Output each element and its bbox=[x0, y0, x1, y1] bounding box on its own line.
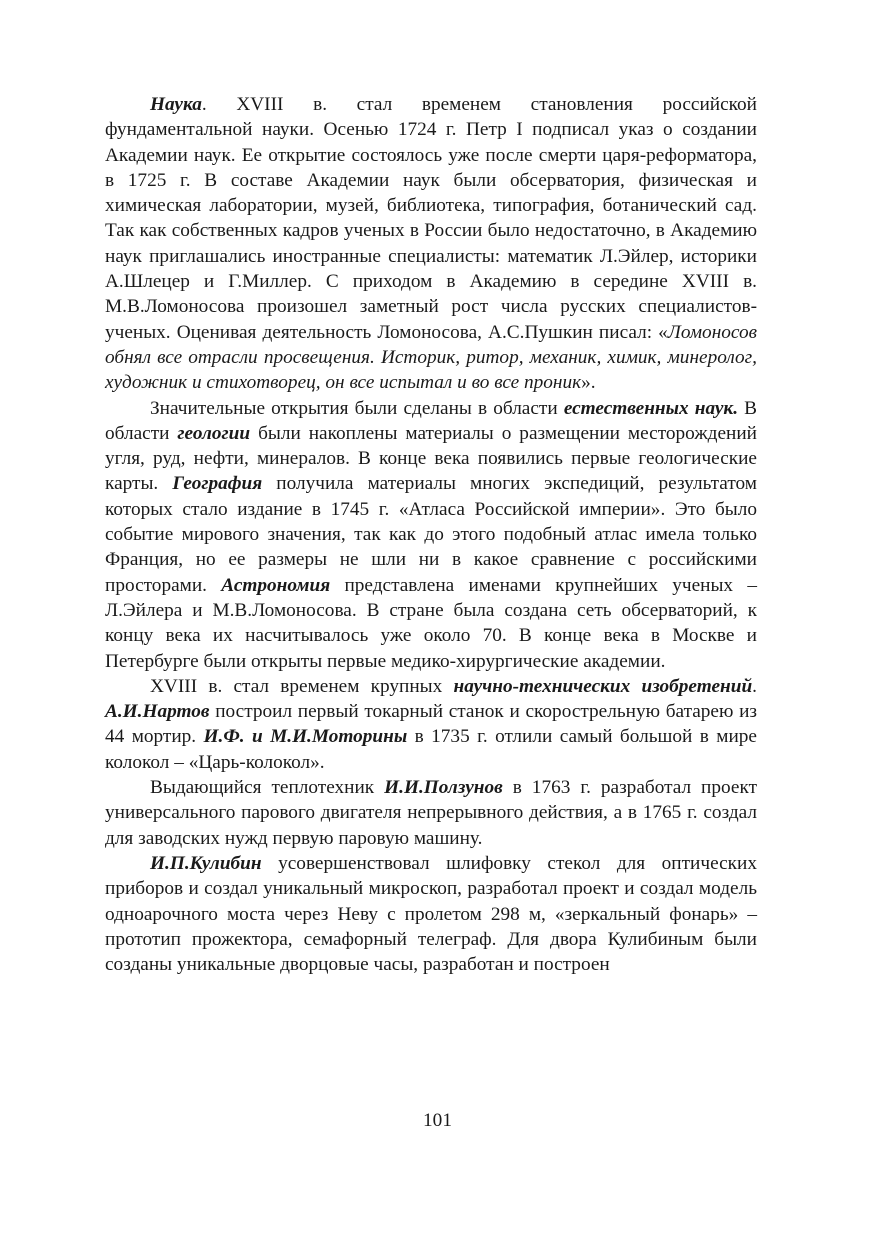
text-run: . XVIII в. стал временем становления российской фундаментальной науки. Осенью 1724 г. Петр I подписал указ о создании Академии наук. Ее открытие состоялось уже после смерти царя-реформатора, в 1725 г. В составе Академии наук были обсерватория, физическая и химическая лаборатории, музей, библиотека, типография, ботанический сад. Так как собственных кадров ученых в России было недостаточно, в Академию наук приглашались иностранные специалисты: математик Л.Эйлер, историки А.Шлецер и Г.Миллер. С приходом в Академию в середине XVIII в. М.В.Ломоносова произошел заметный рост числа русских специалистов-ученых. Оценивая деятельность Ломоносова, А.С.Пушкин писал: « bbox=[105, 94, 757, 343]
text-run: в 1763 г. разработал проект универсального парового двигателя непрерывного действия, а в 1765 г. создал для заводских нужд первую паровую машину. bbox=[105, 777, 757, 849]
paragraph-natural-sciences bbox=[105, 396, 757, 674]
paragraph-science-intro bbox=[105, 92, 757, 396]
paragraph-inventions bbox=[105, 674, 757, 775]
page-number: 101 bbox=[423, 1110, 452, 1131]
text-run: усовершенствовал шлифовку стекол для оптических приборов и создал уникальный микроскоп, разработал проект и создал модель одноарочного моста через Неву с пролетом 298 м, «зеркальный фонарь» – прототип прожектора, семафорный телеграф. Для двора Кулибиным были созданы уникальные дворцовые часы, разработан и построен bbox=[105, 852, 757, 976]
bold-italic-term: Наука bbox=[150, 94, 202, 115]
bold-italic-term: География bbox=[172, 473, 263, 495]
bold-italic-term: И.И.Ползунов bbox=[384, 777, 503, 799]
body-text bbox=[105, 92, 757, 977]
paragraph-polzunov bbox=[105, 775, 757, 851]
bold-italic-term: геологии bbox=[177, 422, 251, 444]
text-run: . bbox=[752, 675, 757, 697]
text-run: были накоплены материалы о размещении месторождений угля, руд, нефти, минералов. В конце века появились первые геологические карты. bbox=[105, 422, 757, 495]
italic-quote: Ломоносов обнял все отрасли просвещения. Историк, ритор, механик, химик, минеролог, художник и стихотворец, он все испытал и во все проник bbox=[105, 321, 757, 394]
paragraph-kulibin bbox=[105, 851, 757, 977]
text-run: XVIII в. стал временем крупных bbox=[150, 675, 454, 697]
text-run: построил первый токарный станок и скорострельную батарею из 44 мортир. bbox=[105, 701, 757, 748]
text-run: ». bbox=[581, 372, 596, 394]
bold-italic-term: А.И.Нартов bbox=[105, 701, 210, 723]
bold-italic-term: И.Ф. и М.И.Моторины bbox=[203, 726, 408, 748]
text-run: получила материалы многих экспедиций, результатом которых стало издание в 1745 г. «Атласа Российской империи». Это было событие мирового значения, так как до этого подобный атлас имела только Франция, но ее размеры не шли ни в какое сравнение с российскими просторами. bbox=[105, 473, 757, 596]
text-run: В области bbox=[105, 397, 758, 444]
bold-italic-term: научно-технических изобретений bbox=[453, 675, 753, 697]
text-run: Выдающийся теплотехник bbox=[150, 777, 385, 799]
bold-italic-term: Астрономия bbox=[221, 574, 331, 596]
text-run: Значительные открытия были сделаны в области bbox=[150, 397, 564, 419]
bold-italic-term: естественных наук. bbox=[563, 397, 739, 419]
text-run: в 1735 г. отлили самый большой в мире колокол – «Царь-колокол». bbox=[105, 726, 757, 773]
bold-italic-term: И.П.Кулибин bbox=[150, 852, 262, 874]
text-run: представлена именами крупнейших ученых – Л.Эйлера и М.В.Ломоносова. В стране была создана сеть обсерваторий, к концу века их насчитывалось уже около 70. В конце века в Москве и Петербурге были открыты первые медико-хирургические академии. bbox=[105, 574, 757, 672]
